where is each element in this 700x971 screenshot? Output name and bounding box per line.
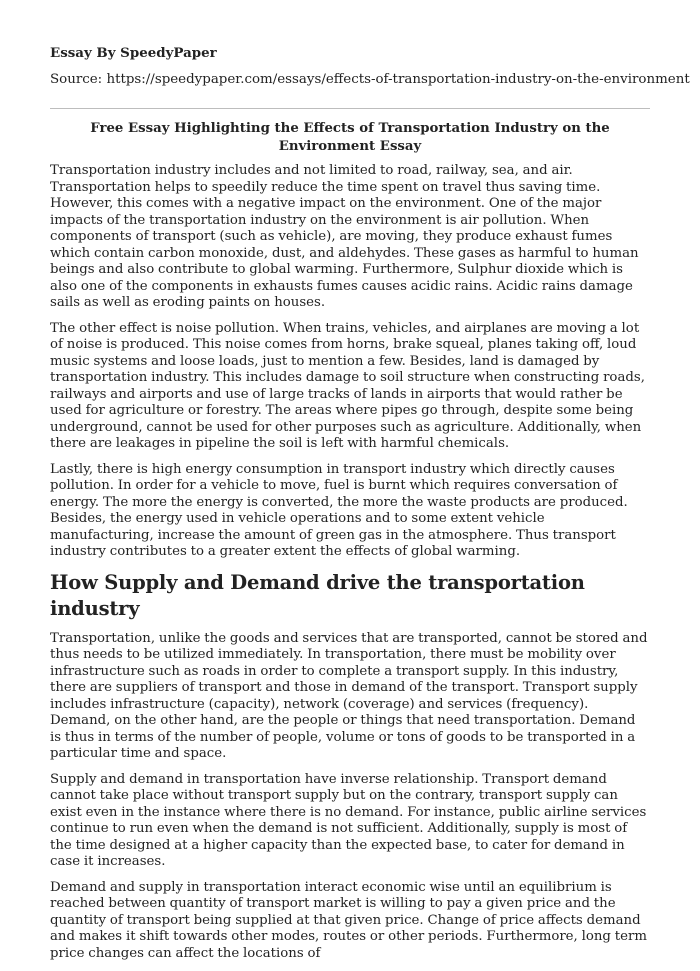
body-paragraph: Demand and supply in transportation interact economic wise until an equilibrium is reached between quantity of transport market is willing to pay a given price and the quantity of transport being supplied at that given price. Change of price affects demand and makes it shift towards other modes, routes or other periods. Furthermore, long term price changes can affect the locations of <box>50 879 647 961</box>
essay-title: Free Essay Highlighting the Effects of Transportation Industry on the Environment Essay <box>90 121 610 154</box>
brand-title: Essay By SpeedyPaper <box>50 45 217 61</box>
section-heading: How Supply and Demand drive the transportation industry <box>50 570 585 620</box>
body-paragraph: Lastly, there is high energy consumption in transport industry which directly causes pollution. In order for a vehicle to move, fuel is burnt which requires conversation of energy. The more the energy is converted, the more the waste products are produced. Besides, the energy used in vehicle operations and to some extent vehicle manufacturing, increase the amount of green gas in the atmosphere. Thus transport industry contributes to a greater extent the effects of global warming. <box>50 461 628 559</box>
body-paragraph: The other effect is noise pollution. When trains, vehicles, and airplanes are moving a lot of noise is produced. This noise comes from horns, brake squeal, planes taking off, loud music systems and loose loads, just to mention a few. Besides, land is damaged by transportation industry. This includes damage to soil structure when constructing roads, railways and airports and use of large tracks of lands in airports that would rather be used for agriculture or forestry. The areas where pipes go through, despite some being underground, cannot be used for other purposes such as agriculture. Additionally, when there are leakages in pipeline the soil is left with harmful chemicals. <box>50 320 645 451</box>
header-divider <box>50 108 650 109</box>
body-paragraph: Transportation industry includes and not limited to road, railway, sea, and air. Transportation helps to speedily reduce the time spent on travel thus saving time. However, this comes with a negative impact on the environment. One of the major impacts of the transportation industry on the environment is air pollution. When components of transport (such as vehicle), are moving, they produce exhaust fumes which contain carbon monoxide, dust, and aldehydes. These gases as harmful to human beings and also contribute to global warming. Furthermore, Sulphur dioxide which is also one of the components in exhausts fumes causes acidic rains. Acidic rains damage sails as well as eroding paints on houses. <box>50 163 639 310</box>
body-paragraph: Supply and demand in transportation have inverse relationship. Transport demand cannot take place without transport supply but on the contrary, transport supply can exist even in the instance where there is no demand. For instance, public airline services continue to run even when the demand is not sufficient. Additionally, supply is most of the time designed at a higher capacity than the expected base, to cater for demand in case it increases. <box>50 771 647 869</box>
body-paragraph: Transportation, unlike the goods and services that are transported, cannot be stored and thus needs to be utilized immediately. In transportation, there must be mobility over infrastructure such as roads in order to complete a transport supply. In this industry, there are suppliers of transport and those in demand of the transport. Transport supply includes infrastructure (capacity), network (coverage) and services (frequency). Demand, on the other hand, are the people or things that need transportation. Demand is thus in terms of the number of people, volume or tons of goods to be transported in a particular time and space. <box>50 630 648 761</box>
source-url: Source: https://speedypaper.com/essays/effects-of-transportation-industry-on-the-environment <box>50 72 690 87</box>
